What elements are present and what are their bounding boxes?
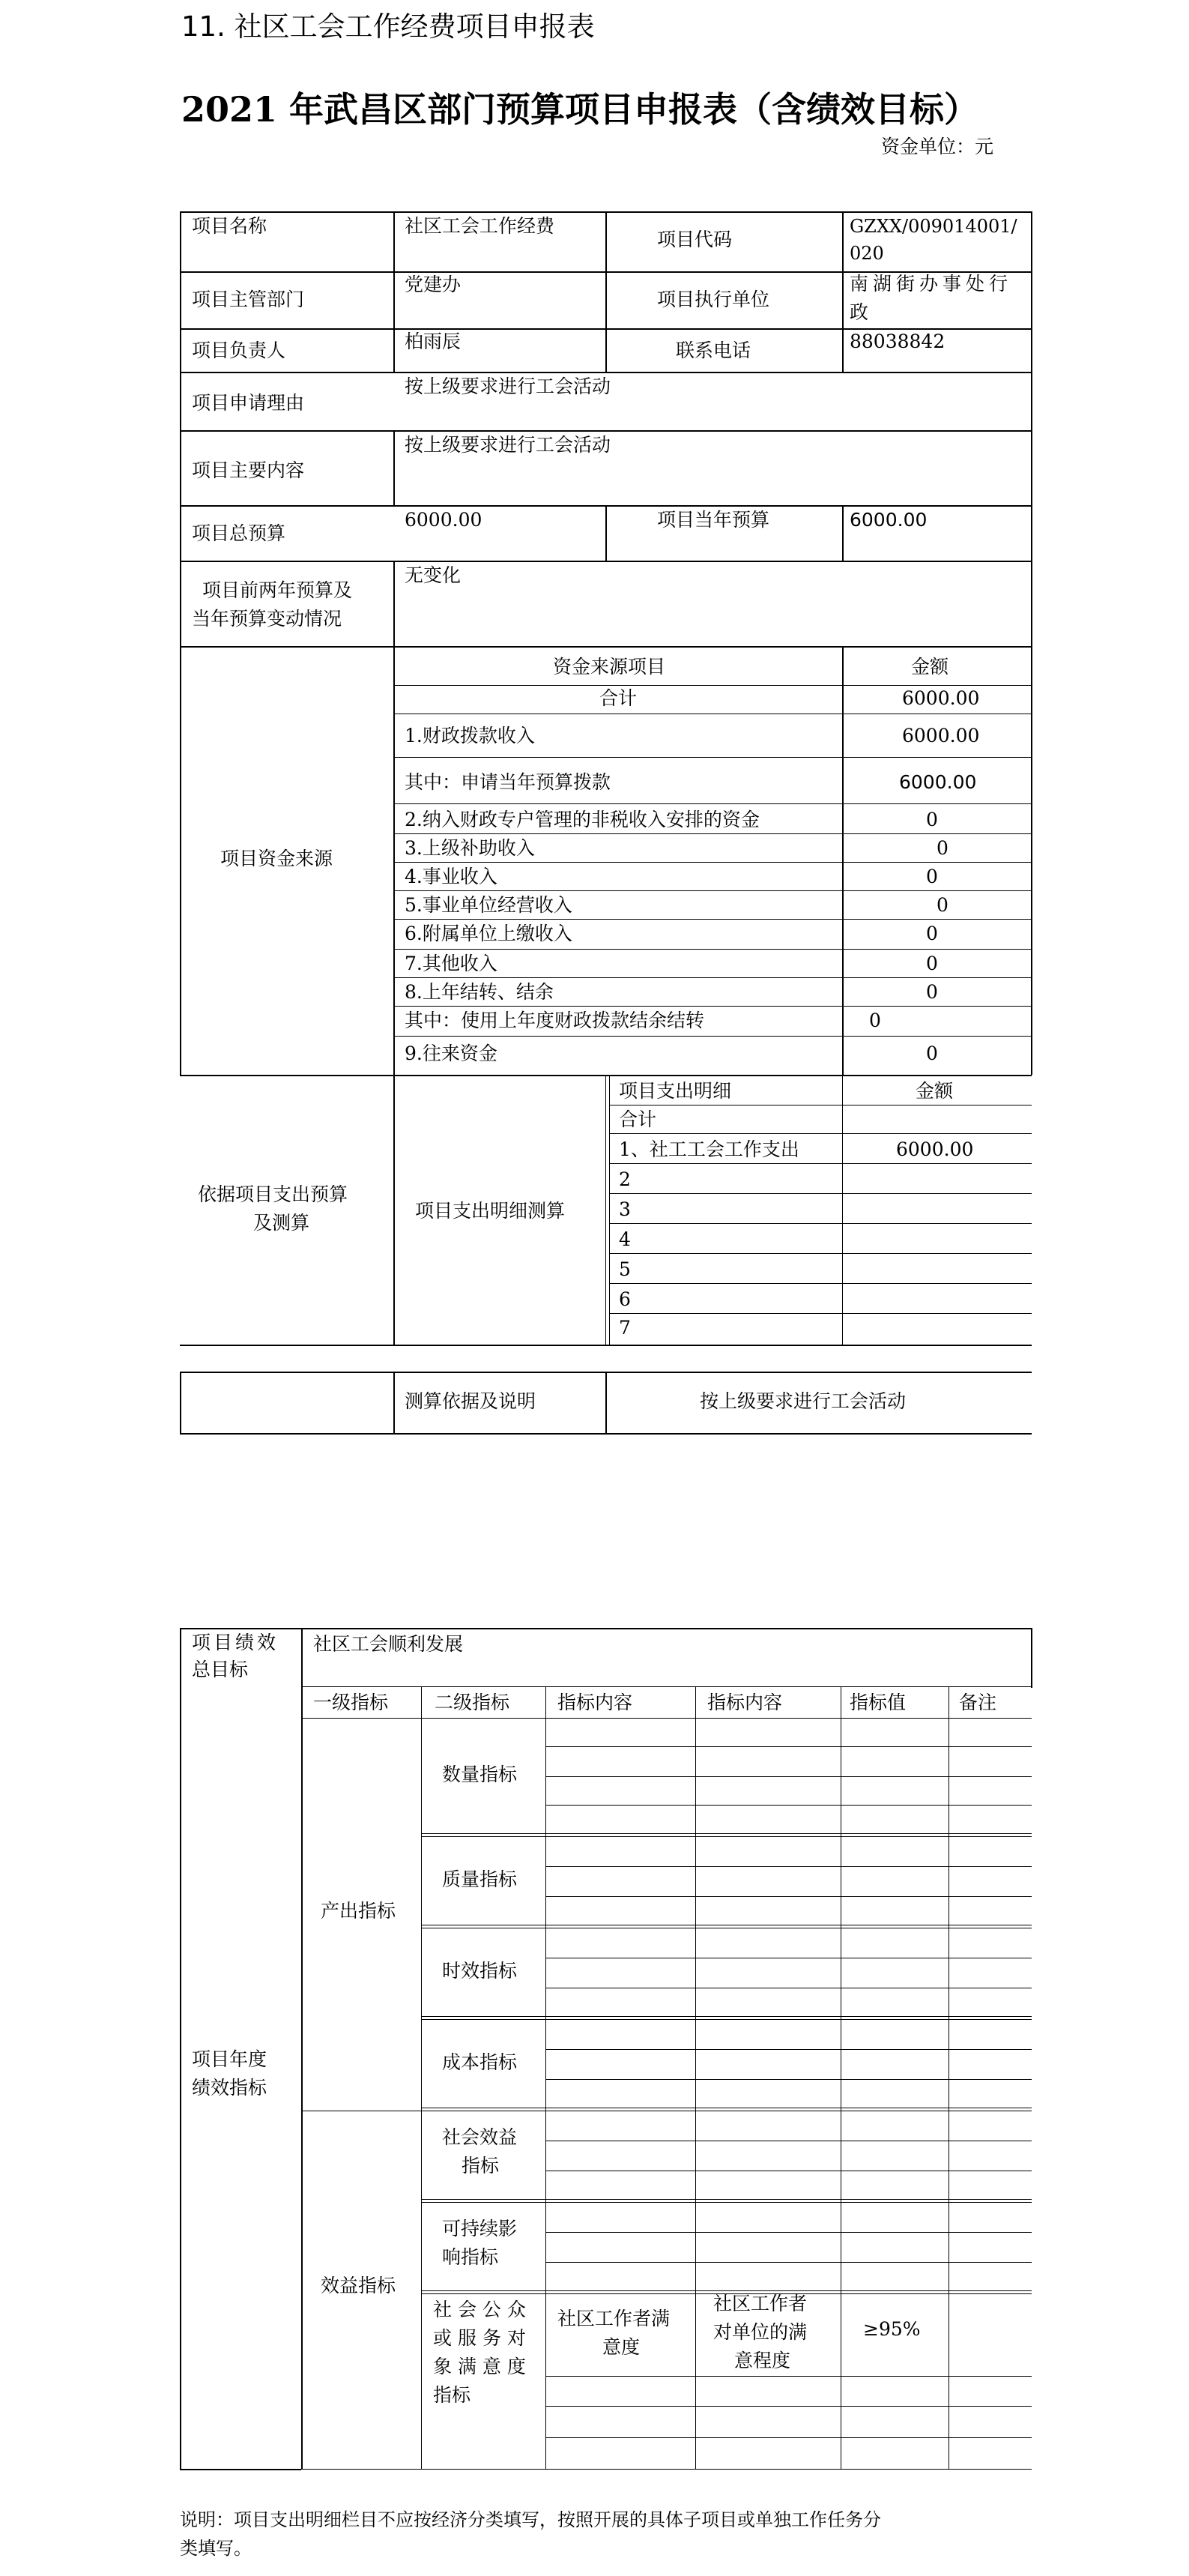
leader-value: 柏雨辰 (405, 331, 462, 352)
funding-row: 7.其他收入 (405, 953, 497, 974)
satisfaction-content-a-line2: 意度 (602, 2336, 641, 2358)
funding-header-item: 资金来源项目 (553, 656, 666, 678)
expense-row: 6 (619, 1288, 631, 1310)
total-budget-label: 项目总预算 (192, 522, 286, 544)
indicator-header: 指标内容 (707, 1692, 783, 1713)
output-indicator-label: 产出指标 (321, 1900, 396, 1922)
expense-basis-label-line2: 及测算 (253, 1212, 310, 1234)
funding-row-amount: 6000.00 (902, 725, 980, 746)
funding-row: 8.上年结转、结余 (405, 981, 554, 1003)
expense-row: 3 (619, 1198, 631, 1220)
quality-indicator-label: 质量指标 (442, 1868, 518, 1890)
project-name-label: 项目名称 (192, 215, 267, 237)
funding-row: 4.事业收入 (405, 866, 497, 887)
note-line1: 说明：项目支出明细栏目不应按经济分类填写，按照开展的具体子项目或单独工作任务分 (180, 2509, 881, 2530)
satisfaction-content-a-line1: 社区工作者满 (557, 2308, 671, 2329)
expense-row: 2 (619, 1168, 631, 1190)
funding-row-amount: 0 (926, 953, 938, 974)
expense-calc-label: 项目支出明细测算 (415, 1200, 566, 1222)
social-indicator-label-line2: 指标 (462, 2155, 500, 2177)
satisfaction-label-line1: 社 会 公 众 (433, 2299, 526, 2320)
funding-row-amount: 0 (869, 1010, 881, 1031)
performance-goal-label-line1: 项目绩效 (192, 1632, 279, 1653)
expense-row: 1、社工工会工作支出 (619, 1138, 799, 1160)
social-indicator-label-line1: 社会效益 (442, 2126, 518, 2148)
funding-row: 1.财政拨款收入 (405, 725, 535, 746)
satisfaction-content-b-line2: 对单位的满 (713, 2321, 808, 2343)
funding-row: 3.上级补助收入 (405, 837, 535, 859)
expense-row: 5 (619, 1258, 631, 1280)
funding-row: 其中：使用上年度财政拨款结余结转 (405, 1010, 705, 1031)
indicator-header: 指标值 (850, 1692, 907, 1713)
reason-label: 项目申请理由 (192, 392, 305, 414)
indicator-header: 指标内容 (557, 1692, 633, 1713)
reason-value: 按上级要求进行工会活动 (405, 375, 611, 397)
current-budget-value: 6000.00 (850, 509, 928, 531)
funding-row: 合计 (599, 687, 638, 709)
phone-label: 联系电话 (676, 340, 751, 361)
heading-suffix: 项目申报表 (456, 10, 595, 43)
satisfaction-label-line2: 或 服 务 对 (433, 2327, 526, 2349)
funding-row: 2.纳入财政专户管理的非税收入安排的资金 (405, 809, 760, 830)
funding-row-amount: 0 (926, 1043, 938, 1064)
annual-indicator-label-line2: 绩效指标 (192, 2077, 267, 2099)
phone-value: 88038842 (850, 331, 946, 352)
change-label-line2: 当年预算变动情况 (192, 608, 342, 630)
satisfaction-label-line4: 指标 (433, 2384, 471, 2406)
executing-unit-value: 南湖街办事处行政 (850, 273, 1013, 323)
document-title: 2021 年武昌区部门预算项目申报表（含绩效目标） (181, 89, 979, 130)
department-label: 项目主管部门 (192, 289, 305, 310)
project-code-line1: GZXX/009014001/ (850, 216, 1017, 237)
calc-basis-value: 按上级要求进行工会活动 (700, 1390, 907, 1412)
annual-indicator-label-line1: 项目年度 (192, 2048, 267, 2070)
benefit-indicator-label: 效益指标 (321, 2275, 396, 2296)
project-code-label: 项目代码 (657, 229, 733, 250)
indicator-header: 一级指标 (313, 1692, 389, 1713)
funding-row: 9.往来资金 (405, 1043, 497, 1064)
current-budget-label: 项目当年预算 (657, 509, 770, 531)
funding-row-amount: 0 (937, 894, 949, 916)
indicator-header: 备注 (959, 1692, 997, 1713)
funding-header-amount: 金额 (911, 656, 949, 678)
sustain-indicator-label-line2: 响指标 (442, 2246, 499, 2268)
expense-row: 7 (619, 1317, 631, 1339)
currency-unit: 资金单位：元 (881, 136, 994, 157)
satisfaction-value: ≥95% (863, 2318, 921, 2340)
indicator-header: 二级指标 (435, 1692, 510, 1713)
expense-row-amount: 6000.00 (896, 1138, 974, 1160)
funding-row: 6.附属单位上缴收入 (405, 923, 572, 944)
satisfaction-content-b-line3: 意程度 (734, 2350, 791, 2371)
funding-row: 5.事业单位经营收入 (405, 894, 572, 916)
sustain-indicator-label-line1: 可持续影 (442, 2218, 518, 2239)
note-line2: 类填写。 (180, 2538, 252, 2559)
total-budget-value: 6000.00 (405, 509, 482, 531)
performance-goal-value: 社区工会顺利发展 (313, 1633, 464, 1655)
funding-row-amount: 0 (926, 923, 938, 944)
change-value: 无变化 (405, 564, 462, 586)
section-heading (181, 10, 595, 43)
quantity-indicator-label: 数量指标 (442, 1764, 518, 1785)
calc-basis-label: 测算依据及说明 (405, 1390, 536, 1412)
content-value: 按上级要求进行工会活动 (405, 434, 611, 456)
expense-row: 合计 (619, 1108, 657, 1130)
funding-row-amount: 0 (937, 837, 949, 859)
funding-row-amount: 0 (926, 981, 938, 1003)
funding-source-label: 项目资金来源 (220, 848, 333, 869)
expense-basis-label-line1: 依据项目支出预算 (198, 1183, 348, 1205)
performance-goal-label-line2: 总目标 (192, 1659, 249, 1680)
content-label: 项目主要内容 (192, 459, 305, 481)
funding-row-amount: 6000.00 (899, 771, 977, 793)
project-code-line2: 020 (850, 243, 884, 264)
timeliness-indicator-label: 时效指标 (442, 1960, 518, 1982)
change-label-line1: 项目前两年预算及 (202, 579, 353, 601)
expense-header-amount: 金额 (916, 1080, 954, 1102)
executing-unit-label: 项目执行单位 (657, 289, 770, 310)
heading-prefix: 11. 社区工会工作经费 (181, 10, 456, 43)
funding-row: 其中：申请当年预算拨款 (405, 771, 611, 793)
department-value: 党建办 (405, 274, 462, 295)
funding-row-amount: 0 (926, 809, 938, 830)
satisfaction-label-line3: 象 满 意 度 (433, 2356, 526, 2377)
expense-row: 4 (619, 1228, 631, 1250)
funding-row-amount: 0 (926, 866, 938, 887)
funding-row-amount: 6000.00 (902, 687, 980, 709)
satisfaction-content-b-line1: 社区工作者 (713, 2293, 808, 2314)
cost-indicator-label: 成本指标 (442, 2051, 518, 2073)
project-name-value: 社区工会工作经费 (405, 215, 555, 237)
leader-label: 项目负责人 (192, 340, 286, 361)
expense-header-item: 项目支出明细 (619, 1080, 732, 1102)
